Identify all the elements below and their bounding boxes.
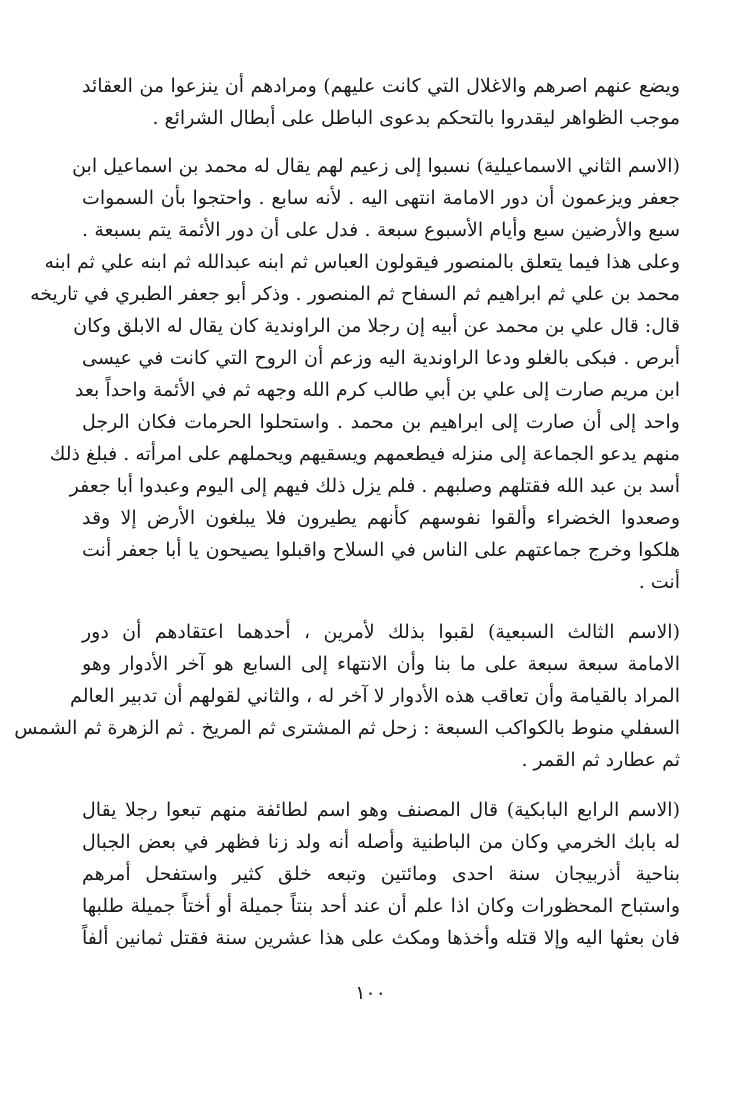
text-line: أسد بن عبد الله فقتلهم وصلبهم . فلم يزل ذلك فيهم إلى اليوم وعبدوا أبا جعفر <box>69 475 680 497</box>
paragraph-2 <box>30 150 680 598</box>
paragraph-1 <box>82 70 680 134</box>
text-line: فان بعثها اليه وإلا قتله وأخذها ومكث على هذا عشرين سنة فقتل ثمانين ألفاً <box>82 927 680 949</box>
paragraph-4 <box>82 794 680 954</box>
text-line: بناحية أذربيجان سنة احدى ومائتين وتبعه خلق كثير واستفحل أمرهم <box>82 863 680 885</box>
text-line: ويضع عنهم اصرهم والاغلال التي كانت عليهم) ومرادهم أن ينزعوا من العقائد <box>82 75 680 97</box>
text-line: المراد بالقيامة وأن تعاقب هذه الأدوار لا آخر له ، والثاني لقولهم أن تدبير العالم <box>70 685 680 707</box>
text-line: الامامة سبعة سبعة على ما بنا وأن الانتهاء إلى السابع هو آخر الأدوار وهو <box>82 653 680 675</box>
text-line: سبع والأرضين سبع وأيام الأسبوع سبعة . فدل على أن دور الأئمة يتم بسبعة . <box>82 219 680 241</box>
text-line: هلكوا وخرج جماعتهم على الناس في السلاح واقبلوا يصيحون يا أبا جعفر أنت <box>82 539 680 561</box>
text-line: محمد بن علي ثم ابراهيم ثم السفاح ثم المنصور . وذكر أبو جعفر الطبري في تاريخه <box>30 283 680 305</box>
text-line: منهم يدعو الجماعة إلى منزله فيطعمهم ويسقيهم ويحملهم على امرأته . فبلغ ذلك <box>49 443 680 465</box>
paragraph-3 <box>14 616 680 776</box>
text-line: (الاسم الثالث السبعية) لقبوا بذلك لأمرين ، أحدهما اعتقادهم أن دور <box>82 621 680 643</box>
text-line: واحد إلى أن صارت إلى ابراهيم بن محمد . واستحلوا الحرمات فكان الرجل <box>82 411 680 433</box>
text-line: جعفر ويزعمون أن دور الامامة انتهى اليه . لأنه سابع . واحتجوا بأن السموات <box>82 187 680 209</box>
text-line: (الاسم الرابع البابكية) قال المصنف وهو اسم لطائفة منهم تبعوا رجلا يقال <box>82 799 680 821</box>
text-line: ابن مريم صارت إلى علي بن أبي طالب كرم الله وجهه ثم في الأئمة واحداً بعد <box>74 379 680 401</box>
text-line: قال: قال علي بن محمد عن أبيه إن رجلا من الراوندية كان يقال له الابلق وكان <box>73 315 680 337</box>
text-line: واستباح المحظورات وكان اذا علم أن عند أحد بنتاً جميلة أو أختاً جميلة طلبها <box>82 895 680 917</box>
text-line: أنت . <box>638 571 680 593</box>
text-line: وصعدوا الخضراء وألقوا نفوسهم كأنهم يطيرون فلا يبلغون الأرض إلا وقد <box>82 507 680 529</box>
text-line: السفلي منوط بالكواكب السبعة : زحل ثم المشترى ثم المريخ . ثم الزهرة ثم الشمس <box>14 717 680 739</box>
text-line: وعلى هذا فيما يتعلق بالمنصور فيقولون العباس ثم ابنه عبدالله ثم ابنه علي ثم ابنه <box>44 251 680 273</box>
text-line: (الاسم الثاني الاسماعيلية) نسبوا إلى زعيم لهم يقال له محمد بن اسماعيل ابن <box>72 155 680 177</box>
text-line: له بابك الخرمي وكان من الباطنية وأصله أنه ولد زنا فظهر في بعض الجبال <box>82 831 680 853</box>
page-number: ١٠٠ <box>355 982 386 1004</box>
text-line: موجب الظواهر ليقدروا بالتحكم بدعوى الباطل على أبطال الشرائع . <box>152 107 680 129</box>
text-line: ثم عطارد ثم القمر . <box>521 749 680 771</box>
text-line: أبرص . فبكى بالغلو ودعا الراوندية اليه وزعم أن الروح التي كانت في عيسى <box>82 347 680 369</box>
